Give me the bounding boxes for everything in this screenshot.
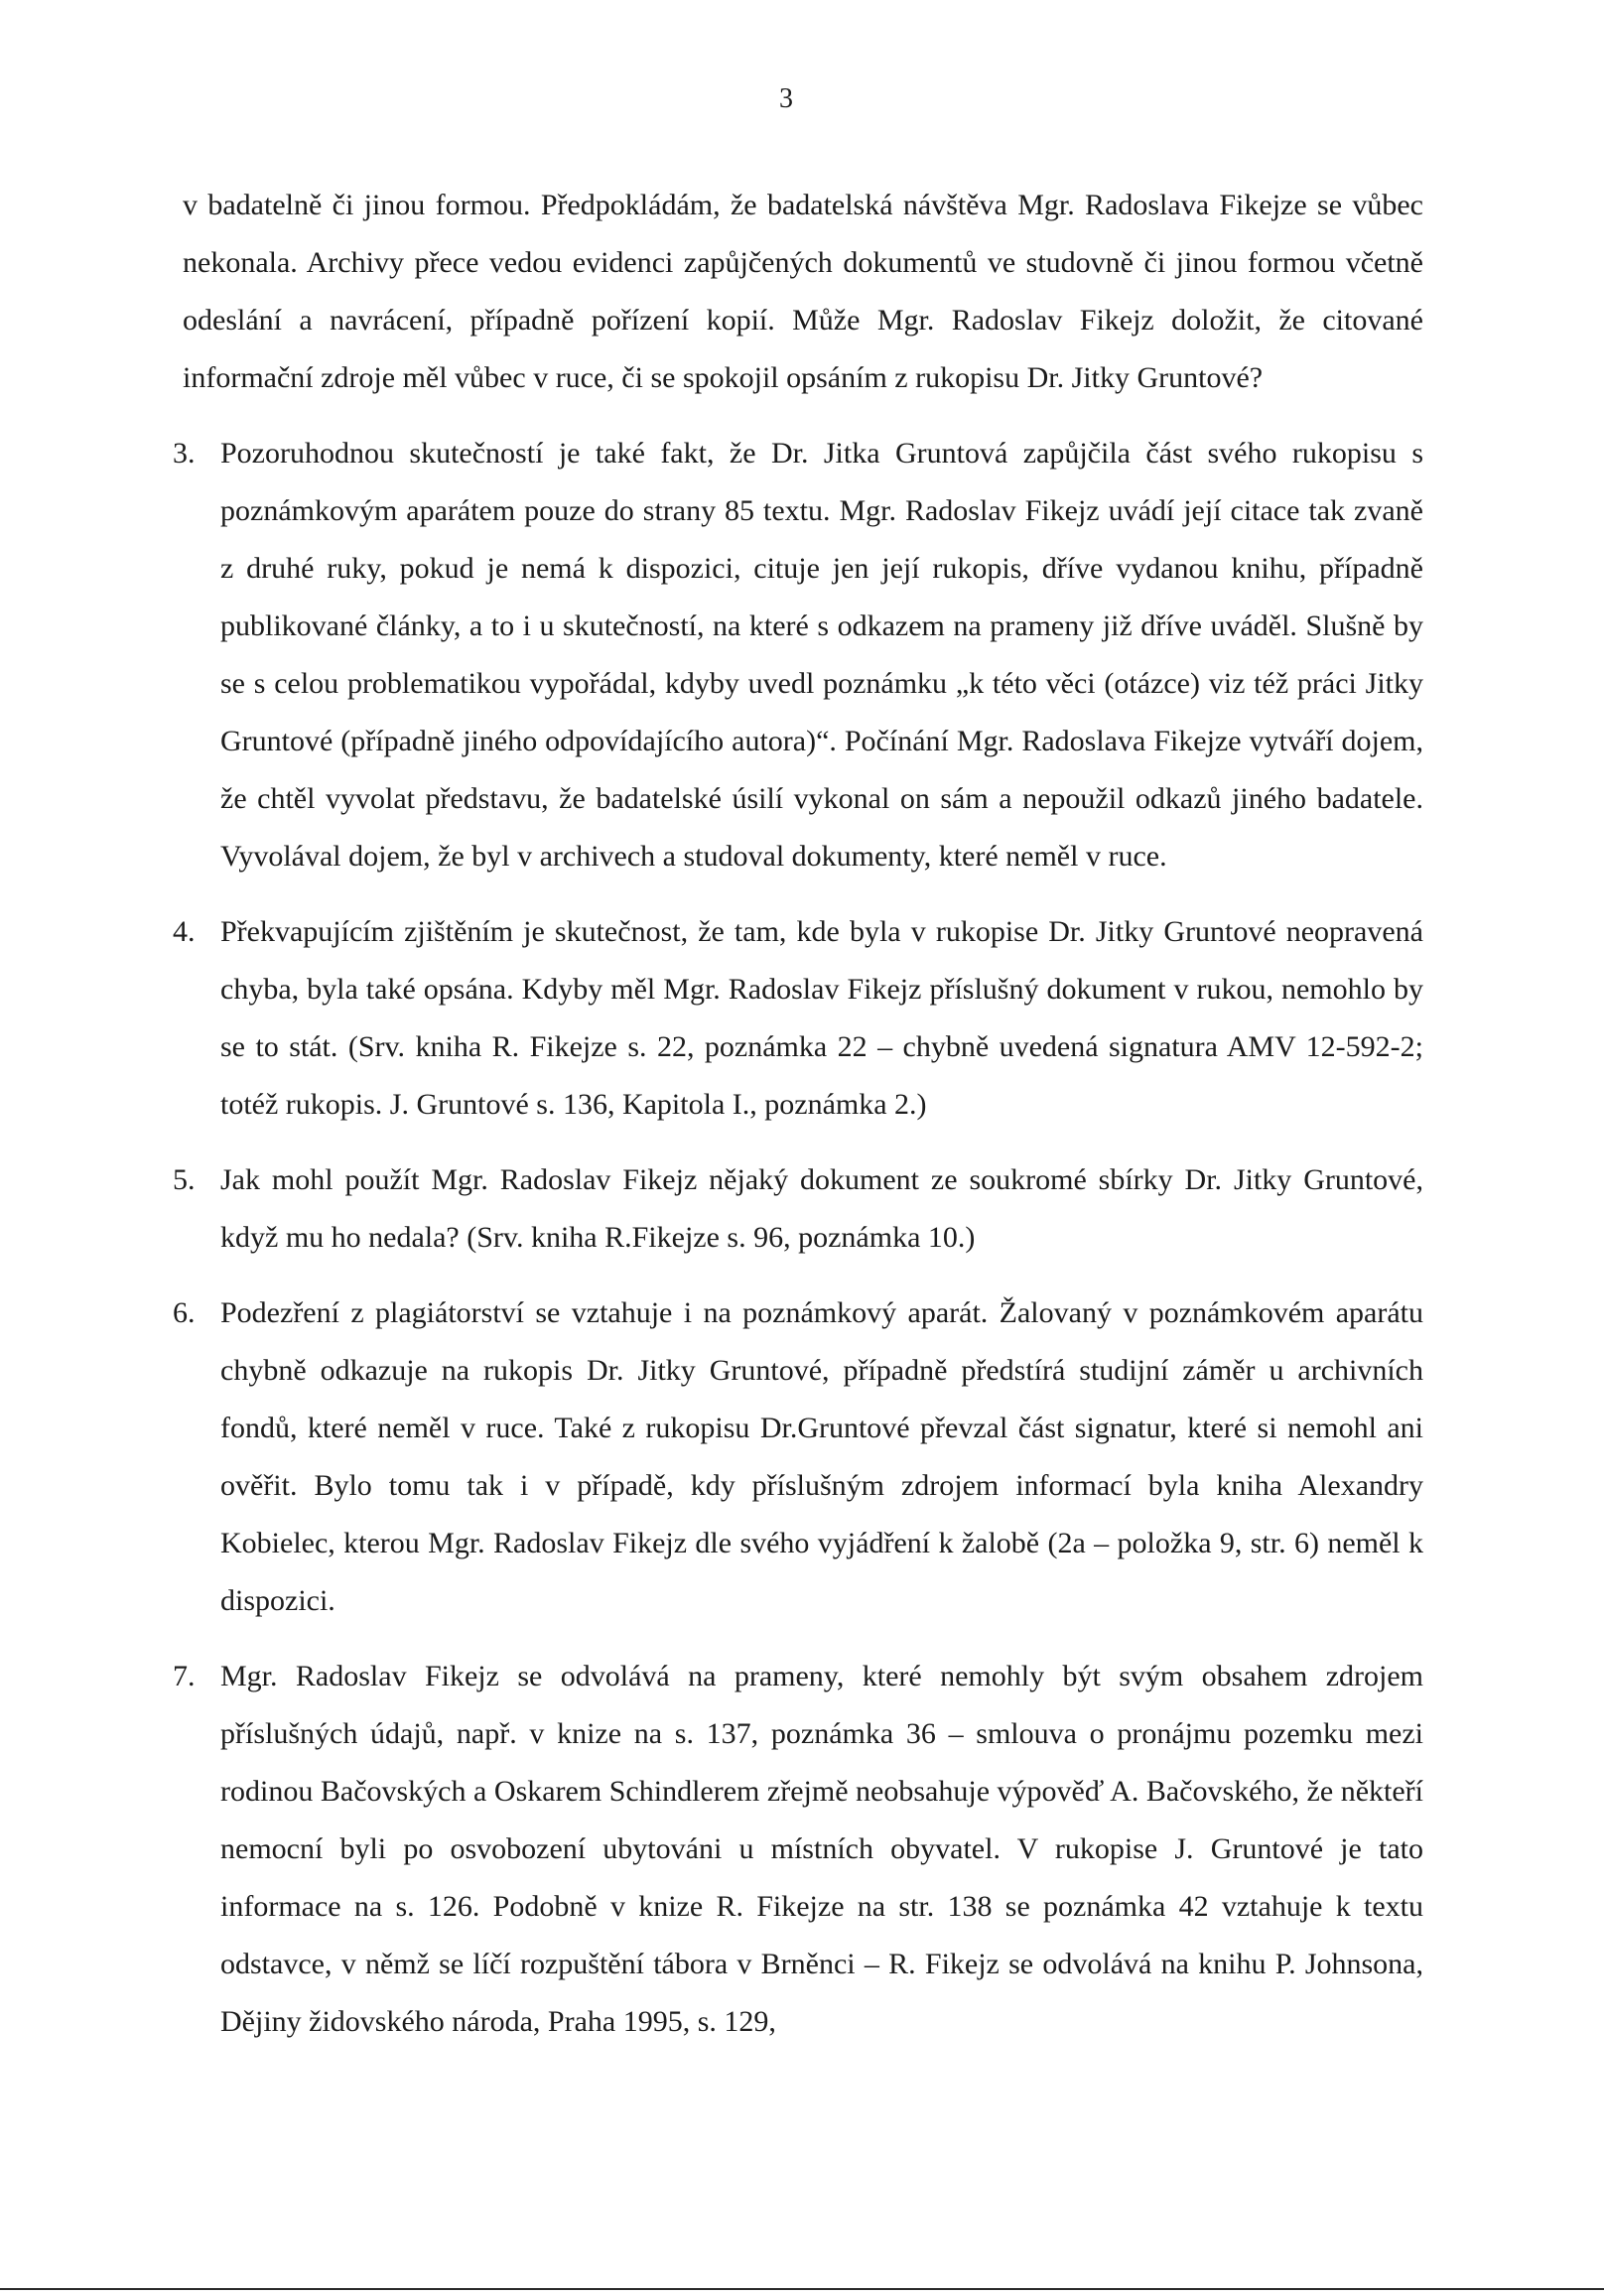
page-bottom-edge xyxy=(0,2282,1604,2296)
list-item-text: Mgr. Radoslav Fikejz se odvolává na prameny, které nemohly být svým obsahem zdrojem příslušných údajů, např. v knize na s. 137, poznámka 36 – smlouva o pronájmu pozemku mezi rodinou Bačovských a Oskarem Schindlerem zřejmě neobsahuje výpověď A. Bačovského, že někteří nemocní byli po osvobození ubytováni u místních obyvatel. V rukopise J. Gruntové je tato informace na s. 126. Podobně v knize R. Fikejze na str. 138 se poznámka 42 vztahuje k textu odstavce, v němž se líčí rozpuštění tábora v Brněnci – R. Fikejz se odvolává na knihu P. Johnsona, Dějiny židovského národa, Praha 1995, s. 129, xyxy=(220,1660,1423,2038)
list-item xyxy=(173,425,1423,885)
list-item-number: 3. xyxy=(173,437,196,470)
list-item-number: 7. xyxy=(173,1660,196,1692)
list-item-number: 6. xyxy=(173,1296,196,1329)
list-item xyxy=(173,903,1423,1134)
list-item-text: Jak mohl použít Mgr. Radoslav Fikejz nějaký dokument ze soukromé sbírky Dr. Jitky Gruntové, když mu ho nedala? (Srv. kniha R.Fikejze s. 96, poznámka 10.) xyxy=(220,1163,1423,1254)
intro-paragraph: v badatelně či jinou formou. Předpokládám, že badatelská návštěva Mgr. Radoslava Fikejze se vůbec nekonala. Archivy přece vedou evidenci zapůjčených dokumentů ve studovně či jinou formou včetně odeslání a navrácení, případně pořízení kopií. Může Mgr. Radoslav Fikejz doložit, že citované informační zdroje měl vůbec v ruce, či se spokojil opsáním z rukopisu Dr. Jitky Gruntové? xyxy=(183,189,1423,394)
list-item xyxy=(173,1648,1423,2051)
numbered-list xyxy=(173,425,1423,2051)
list-item-text: Podezření z plagiátorství se vztahuje i na poznámkový aparát. Žalovaný v poznámkovém aparátu chybně odkazuje na rukopis Dr. Jitky Gruntové, případně předstírá studijní záměr u archivních fondů, které neměl v ruce. Také z rukopisu Dr.Gruntové převzal část signatur, které si nemohl ani ověřit. Bylo tomu tak i v případě, kdy příslušným zdrojem informací byla kniha Alexandry Kobielec, kterou Mgr. Radoslav Fikejz dle svého vyjádření k žalobě (2a – položka 9, str. 6) neměl k dispozici. xyxy=(220,1296,1423,1617)
document-body xyxy=(173,177,1423,2051)
list-item xyxy=(173,1284,1423,1630)
list-item xyxy=(173,1151,1423,1267)
list-item-number: 4. xyxy=(173,915,196,948)
list-item-text: Překvapujícím zjištěním je skutečnost, že tam, kde byla v rukopise Dr. Jitky Gruntové neopravená chyba, byla také opsána. Kdyby měl Mgr. Radoslav Fikejz příslušný dokument v rukou, nemohlo by se to stát. (Srv. kniha R. Fikejze s. 22, poznámka 22 – chybně uvedená signatura AMV 12-592-2; totéž rukopis. J. Gruntové s. 136, Kapitola I., poznámka 2.) xyxy=(220,915,1423,1121)
page-number: 3 xyxy=(779,83,793,114)
list-item-number: 5. xyxy=(173,1163,196,1196)
list-item-text: Pozoruhodnou skutečností je také fakt, že Dr. Jitka Gruntová zapůjčila část svého rukopisu s poznámkovým aparátem pouze do strany 85 textu. Mgr. Radoslav Fikejz uvádí její citace tak zvaně z druhé ruky, pokud je nemá k dispozici, cituje jen její rukopis, dříve vydanou knihu, případně publikované články, a to i u skutečností, na které s odkazem na prameny již dříve uváděl. Slušně by se s celou problematikou vypořádal, kdyby uvedl poznámku „k této věci (otázce) viz též práci Jitky Gruntové (případně jiného odpovídajícího autora)“. Počínání Mgr. Radoslava Fikejze vytváří dojem, že chtěl vyvolat představu, že badatelské úsilí vykonal on sám a nepoužil odkazů jiného badatele. Vyvolával dojem, že byl v archivech a studoval dokumenty, které neměl v ruce. xyxy=(220,437,1423,873)
